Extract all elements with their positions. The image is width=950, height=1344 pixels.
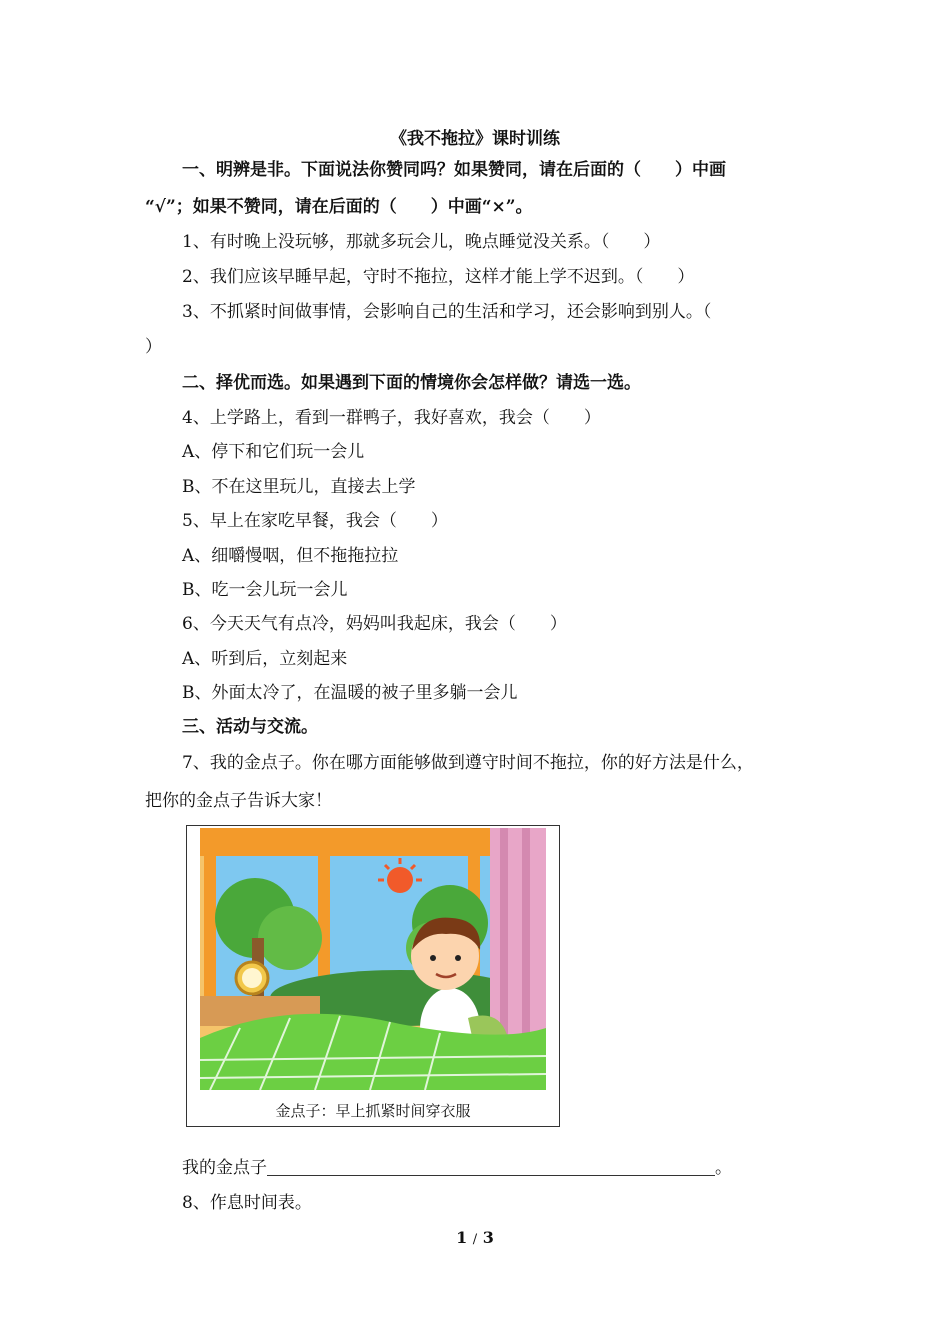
- page-number: [0, 1228, 950, 1247]
- current-page: 1: [456, 1228, 468, 1247]
- document-title: 《我不拖拉》课时训练: [390, 129, 560, 149]
- question-1: 1、有时晚上没玩够，那就多玩会儿，晚点睡觉没关系。（ ）: [182, 232, 661, 252]
- page-separator: /: [472, 1232, 478, 1247]
- section3-heading: 三、活动与交流。: [182, 717, 318, 737]
- section1-heading-line2: “√”；如果不赞同，请在后面的（ ）中画“×”。: [145, 197, 533, 217]
- question-4-option-a: A、停下和它们玩一会儿: [182, 442, 365, 462]
- question-5-option-b: B、吃一会儿玩一会儿: [182, 580, 348, 600]
- answer-label: 我的金点子: [182, 1158, 267, 1178]
- question-4: 4、上学路上，看到一群鸭子，我好喜欢，我会（ ）: [182, 408, 601, 428]
- answer-end-mark: 。: [715, 1158, 732, 1178]
- answer-line: [182, 1155, 852, 1181]
- illustration-figure: [186, 825, 560, 1127]
- question-4-option-b: B、不在这里玩儿，直接去上学: [182, 477, 416, 497]
- total-pages: 3: [482, 1228, 494, 1247]
- question-3-line1: 3、不抓紧时间做事情，会影响自己的生活和学习，还会影响到别人。（: [182, 302, 712, 322]
- question-7-line1: 7、我的金点子。你在哪方面能够做到遵守时间不拖拉，你的好方法是什么，: [182, 753, 754, 773]
- question-6-option-a: A、听到后，立刻起来: [182, 649, 348, 669]
- question-8: 8、作息时间表。: [182, 1193, 312, 1213]
- section2-heading: 二、择优而选。如果遇到下面的情境你会怎样做？请选一选。: [182, 373, 641, 393]
- question-6: 6、今天天气有点冷，妈妈叫我起床，我会（ ）: [182, 614, 567, 634]
- answer-blank: [267, 1157, 715, 1176]
- question-5: 5、早上在家吃早餐，我会（ ）: [182, 511, 448, 531]
- question-6-option-b: B、外面太冷了，在温暖的被子里多躺一会儿: [182, 683, 518, 703]
- question-5-option-a: A、细嚼慢咽，但不拖拖拉拉: [182, 546, 399, 566]
- question-3-line2: ）: [145, 337, 162, 357]
- section1-heading-line1: 一、明辨是非。下面说法你赞同吗？如果赞同，请在后面的（ ）中画: [182, 160, 726, 180]
- illustration-caption: 金点子：早上抓紧时间穿衣服: [275, 1102, 471, 1120]
- question-7-line2: 把你的金点子告诉大家！: [145, 791, 332, 811]
- question-2: 2、我们应该早睡早起，守时不拖拉，这样才能上学不迟到。（ ）: [182, 267, 695, 287]
- boy-getting-dressed-illustration: [200, 828, 546, 1090]
